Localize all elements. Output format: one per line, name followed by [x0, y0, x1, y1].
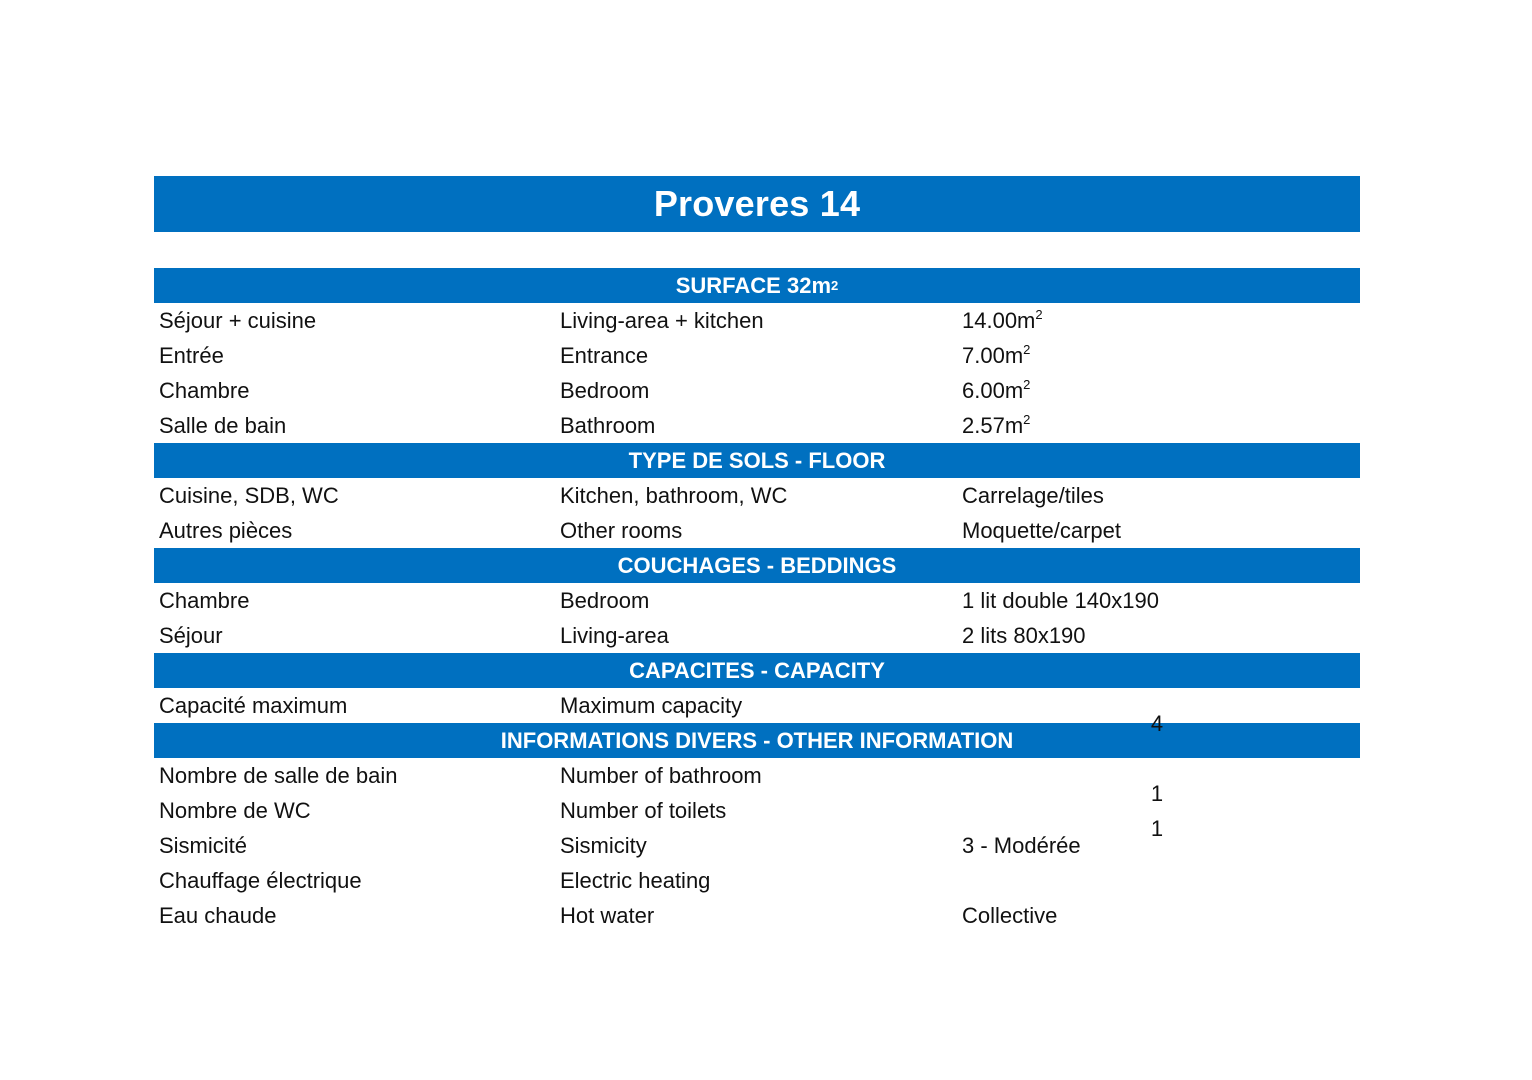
label-en: Living-area + kitchen	[560, 308, 764, 333]
value: 1 lit double 140x190	[962, 588, 1159, 613]
superscript: 2	[1023, 412, 1031, 427]
label-en: Kitchen, bathroom, WC	[560, 483, 788, 508]
section-header-beddings	[154, 548, 1360, 583]
superscript: 2	[1023, 377, 1031, 392]
label-fr: Cuisine, SDB, WC	[159, 483, 339, 508]
label-fr: Salle de bain	[159, 413, 287, 438]
value-cell	[957, 303, 1360, 338]
title-banner	[154, 176, 1360, 232]
table-row	[154, 408, 1360, 443]
label-en: Electric heating	[560, 868, 711, 893]
label-en: Living-area	[560, 623, 669, 648]
section-title: COUCHAGES - BEDDINGS	[617, 552, 897, 578]
section-header-other-information	[154, 723, 1360, 758]
label-en: Bathroom	[560, 413, 656, 438]
value: 6.00m	[962, 378, 1024, 403]
table-row	[154, 863, 1360, 898]
section-title: INFORMATIONS DIVERS - OTHER INFORMATION	[500, 727, 1014, 753]
property-sheet	[154, 176, 1360, 933]
value: 7.00m	[962, 343, 1024, 368]
spacer	[154, 232, 1360, 268]
label-fr: Chauffage électrique	[159, 868, 362, 893]
value: Collective	[962, 903, 1058, 928]
label-fr: Nombre de salle de bain	[159, 763, 398, 788]
label-en: Bedroom	[560, 588, 650, 613]
number-value: 1	[1150, 815, 1164, 841]
section-title: SURFACE 32m	[675, 272, 832, 298]
table-row	[154, 793, 1360, 841]
value: Moquette/carpet	[962, 518, 1121, 543]
table-row	[154, 338, 1360, 373]
label-en: Bedroom	[560, 378, 650, 403]
section-header-capacity	[154, 653, 1360, 688]
label-fr: Capacité maximum	[159, 693, 348, 718]
section-header-surface: SURFACE 32m 2	[154, 268, 1360, 303]
table-row	[154, 513, 1360, 548]
number-value: 4	[1150, 710, 1164, 736]
table-row	[154, 828, 1360, 863]
superscript: 2	[1023, 342, 1031, 357]
section-title: TYPE DE SOLS - FLOOR	[628, 447, 886, 473]
label-fr: Séjour	[159, 623, 223, 648]
value: 2.57m	[962, 413, 1024, 438]
label-fr: Eau chaude	[159, 903, 277, 928]
label-en: Entrance	[560, 343, 649, 368]
label-fr: Chambre	[159, 588, 250, 613]
page-title: Proveres 14	[653, 183, 861, 224]
label-fr: Séjour + cuisine	[159, 308, 317, 333]
table-row	[154, 373, 1360, 408]
section-title: CAPACITES - CAPACITY	[629, 657, 885, 683]
table-row	[154, 303, 1360, 338]
table-row	[154, 688, 1360, 736]
label-en: Hot water	[560, 903, 655, 928]
value-cell	[957, 408, 1360, 443]
value: 2 lits 80x190	[962, 623, 1086, 648]
label-en: Number of toilets	[560, 798, 727, 823]
table-row	[154, 618, 1360, 653]
section-header-floor	[154, 443, 1360, 478]
value-cell	[957, 338, 1360, 373]
table-row	[154, 898, 1360, 933]
label-en: Other rooms	[560, 518, 683, 543]
table-row	[154, 758, 1360, 806]
label-fr: Autres pièces	[159, 518, 293, 543]
label-fr: Chambre	[159, 378, 250, 403]
superscript: 2	[1035, 307, 1043, 322]
value: 14.00m	[962, 308, 1036, 333]
table-row	[154, 478, 1360, 513]
label-fr: Entrée	[159, 343, 224, 368]
value-cell	[957, 373, 1360, 408]
label-en: Number of bathroom	[560, 763, 762, 788]
label-fr: Nombre de WC	[159, 798, 311, 823]
label-fr: Sismicité	[159, 833, 248, 858]
table-row	[154, 583, 1360, 618]
label-en: Maximum capacity	[560, 693, 743, 718]
value: 3 - Modérée	[962, 833, 1081, 858]
value: Carrelage/tiles	[962, 483, 1104, 508]
number-value: 1	[1150, 780, 1164, 806]
label-en: Sismicity	[560, 833, 647, 858]
